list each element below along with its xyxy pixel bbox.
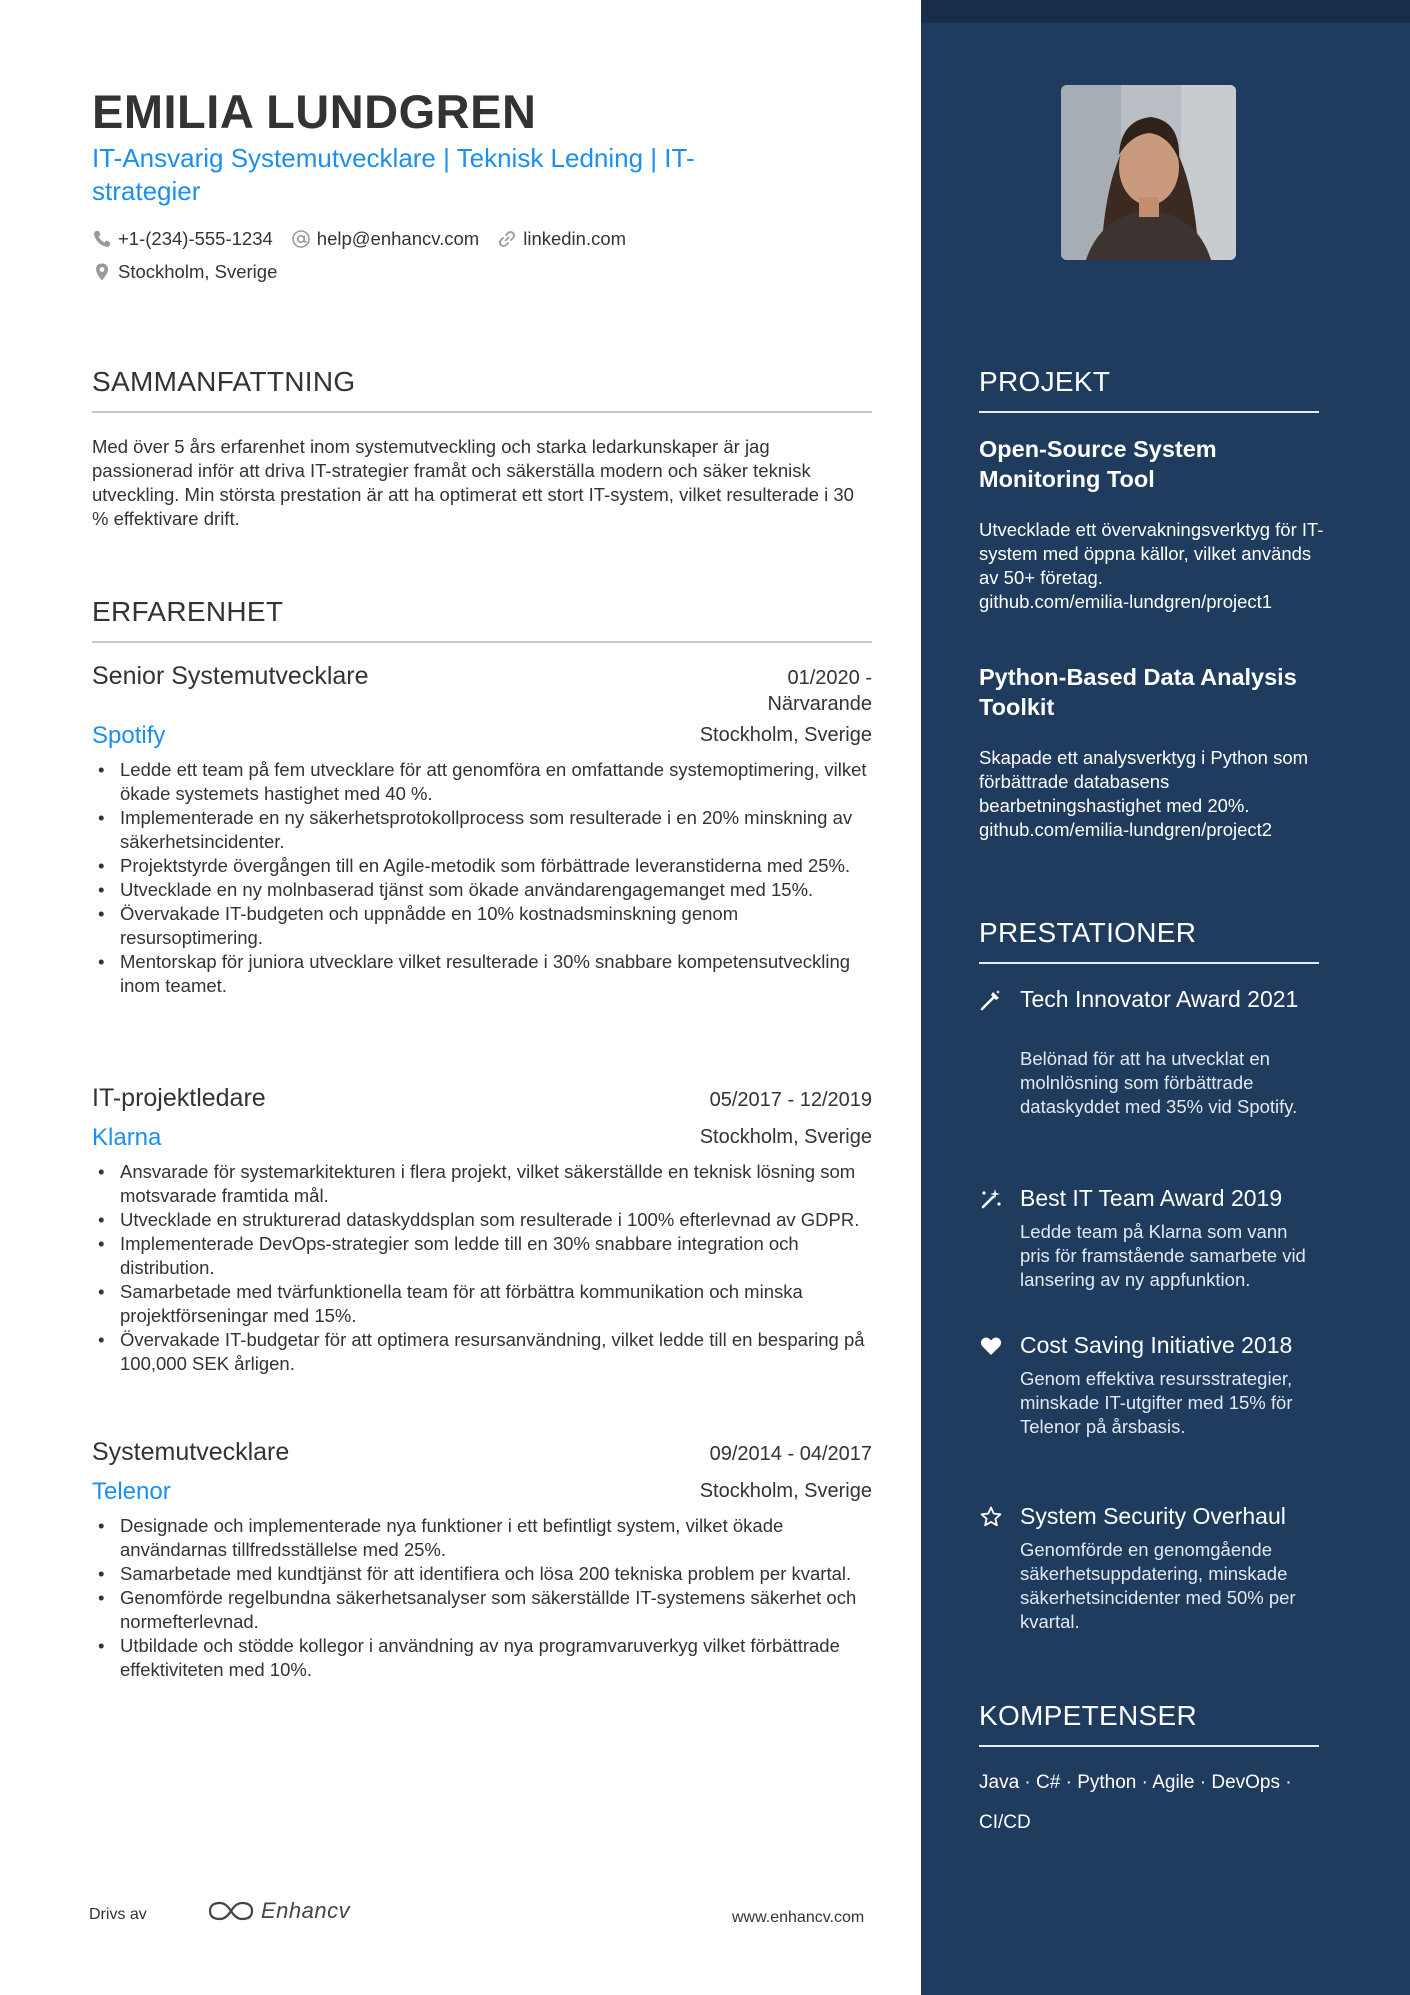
sidebar-topbar <box>921 0 1410 23</box>
skills-list: Java · C# · Python · Agile · DevOps · CI/CD <box>979 1772 1292 1833</box>
achievement-desc: Belönad för att ha utvecklat en molnlösning som förbättrade dataskyddet med 35% vid Spotify. <box>1020 1048 1298 1117</box>
summary-text: Med över 5 års erfarenhet inom systemutveckling och starka ledarkunskaper är jag passionerad inför att driva IT-strategier framåt och säkerställa modern och säker teknisk utveckling. Min största prestation är att ha optimerat ett stort IT-system, vilket resulterade i 30 % effektivare drift. <box>92 436 854 529</box>
job-bullet: • Samarbetade med tvärfunktionella team för att förbättra kommunikation och minska projektförseningar med 15%. <box>92 1280 872 1328</box>
achievement-desc: Genomförde en genomgående säkerhetsuppdatering, minskade säkerhetsincidenter med 50% per kvartal. <box>1020 1539 1296 1632</box>
linkedin-text: linkedin.com <box>523 228 627 249</box>
email-text: help@enhancv.com <box>316 228 480 249</box>
project-desc <box>979 518 1324 614</box>
job-company[interactable]: Klarna <box>92 1124 162 1151</box>
skills-divider <box>979 1745 1319 1747</box>
job-bullets <box>92 1160 872 1376</box>
job-bullet: • Utbildade och stödde kollegor i användning av nya programvaruverkyg vilket förbättrade effektiviteten med 10%. <box>92 1634 872 1682</box>
contact-email[interactable] <box>291 228 479 250</box>
skill-item: Java <box>979 1772 1020 1793</box>
profile-photo <box>1061 85 1236 260</box>
achievement-title: Cost Saving Initiative 2018 <box>1020 1332 1293 1358</box>
heart-icon <box>979 1334 1003 1358</box>
experience-divider <box>92 641 872 643</box>
contact-phone[interactable] <box>92 228 273 250</box>
magic-wand-icon <box>979 988 1003 1012</box>
job-bullet: • Övervakade IT-budgetar för att optimera resursanvändning, vilket ledde till en besparing på 100,000 SEK årligen. <box>92 1328 872 1376</box>
job-bullet: • Designade och implementerade nya funktioner i ett befintligt system, vilket ökade användarnas tillfredsställelse med 25%. <box>92 1514 872 1562</box>
job-location: Stockholm, Sverige <box>699 1126 872 1148</box>
experience-heading: ERFARENHET <box>92 596 284 627</box>
job-bullet: • Utvecklade en ny molnbaserad tjänst som ökade användarengagemanget med 15%. <box>92 878 872 902</box>
summary-divider <box>92 411 872 413</box>
at-sign-icon <box>291 229 311 249</box>
summary-heading: SAMMANFATTNING <box>92 366 356 397</box>
project-desc-text: Utvecklade ett övervakningsverktyg för IT-system med öppna källor, vilket används av 50+ företag. <box>979 519 1324 588</box>
job-bullet: • Utvecklade en strukturerad dataskyddsplan som resulterade i 100% efterlevnad av GDPR. <box>92 1208 872 1232</box>
enhancv-logo[interactable] <box>207 1898 350 1924</box>
job-bullets <box>92 758 872 998</box>
job-title: Systemutvecklare <box>92 1438 290 1466</box>
job-bullet: • Ledde ett team på fem utvecklare för att genomföra en omfattande systemoptimering, vilket ökade systemets hastighet med 40 %. <box>92 758 872 806</box>
project-title: Python-Based Data Analysis Toolkit <box>979 664 1297 720</box>
projects-divider <box>979 411 1319 413</box>
job-bullet: • Implementerade DevOps-strategier som ledde till en 30% snabbare integration och distribution. <box>92 1232 872 1280</box>
project-desc <box>979 746 1324 842</box>
contact-location <box>92 261 277 283</box>
location-pin-icon <box>92 262 112 282</box>
project-link[interactable]: github.com/emilia-lundgren/project2 <box>979 819 1273 840</box>
achievements-heading: PRESTATIONER <box>979 917 1197 948</box>
candidate-name: EMILIA LUNDGREN <box>92 85 537 138</box>
location-text: Stockholm, Sverige <box>118 261 278 282</box>
contact-row-1 <box>92 228 644 250</box>
achievement-desc: Ledde team på Klarna som vann pris för framstående samarbete vid lansering av ny appfunktion. <box>1020 1221 1306 1290</box>
job-bullet: • Övervakade IT-budgeten och uppnådde en 10% kostnadsminskning genom resursoptimering. <box>92 902 872 950</box>
achievement-title: Best IT Team Award 2019 <box>1020 1185 1283 1211</box>
project-link[interactable]: github.com/emilia-lundgren/project1 <box>979 591 1273 612</box>
job-bullet: • Implementerade en ny säkerhetsprotokollprocess som resulterade i en 20% minskning av säkerhetsincidenter. <box>92 806 872 854</box>
infinity-logo-icon <box>207 1898 255 1924</box>
project-desc-text: Skapade ett analysverktyg i Python som förbättrade databasens bearbetningshastighet med 20%. <box>979 747 1309 816</box>
job-dates: 05/2017 - 12/2019 <box>709 1089 872 1111</box>
candidate-subtitle: IT-Ansvarig Systemutvecklare | Teknisk Ledning | IT-strategier <box>92 143 695 206</box>
skill-item: C# <box>1036 1772 1061 1793</box>
job-bullet: • Samarbetade med kundtjänst för att identifiera och lösa 200 tekniska problem per kvartal. <box>92 1562 872 1586</box>
achievements-divider <box>979 962 1319 964</box>
footer-url[interactable]: www.enhancv.com <box>732 1909 865 1926</box>
job-bullet: • Mentorskap för juniora utvecklare vilket resulterade i 30% snabbare kompetensutveckling inom teamet. <box>92 950 872 998</box>
footer-powered-by: Drivs av <box>89 1906 147 1923</box>
link-icon <box>497 229 517 249</box>
job-dates-line2: Närvarande <box>767 693 872 715</box>
job-title: IT-projektledare <box>92 1084 266 1112</box>
sparkle-wand-icon <box>979 1187 1003 1211</box>
job-company[interactable]: Telenor <box>92 1478 171 1505</box>
job-title: Senior Systemutvecklare <box>92 662 369 690</box>
job-bullet: • Ansvarade för systemarkitekturen i flera projekt, vilket säkerställde en teknisk lösning som motsvarade framtida mål. <box>92 1160 872 1208</box>
projects-heading: PROJEKT <box>979 366 1111 397</box>
achievement-title: Tech Innovator Award 2021 <box>1020 986 1299 1012</box>
achievement-desc: Genom effektiva resursstrategier, minskade IT-utgifter med 15% för Telenor på årsbasis. <box>1020 1368 1293 1437</box>
job-company[interactable]: Spotify <box>92 722 166 749</box>
job-location: Stockholm, Sverige <box>699 1480 872 1502</box>
skill-item: Agile <box>1152 1772 1195 1793</box>
job-dates: 09/2014 - 04/2017 <box>709 1443 872 1465</box>
achievement-title: System Security Overhaul <box>1020 1503 1286 1529</box>
phone-text: +1-(234)-555-1234 <box>118 228 273 249</box>
star-icon <box>979 1505 1003 1529</box>
phone-icon <box>92 229 112 249</box>
skill-item: CI/CD <box>979 1812 1031 1833</box>
job-dates <box>767 665 872 717</box>
skill-item: Python <box>1077 1772 1137 1793</box>
skills-heading: KOMPETENSER <box>979 1700 1198 1731</box>
contact-row-2 <box>92 261 295 283</box>
contact-linkedin[interactable] <box>497 228 626 250</box>
project-title: Open-Source System Monitoring Tool <box>979 436 1217 492</box>
job-bullets <box>92 1514 872 1682</box>
footer-brand: Enhancv <box>261 1898 351 1923</box>
job-dates-line1: 01/2020 - <box>787 667 872 689</box>
job-bullet: • Projektstyrde övergången till en Agile-metodik som förbättrade leveranstiderna med 25%. <box>92 854 872 878</box>
skill-item: DevOps <box>1211 1772 1280 1793</box>
job-location: Stockholm, Sverige <box>699 724 872 746</box>
job-bullet: • Genomförde regelbundna säkerhetsanalyser som säkerställde IT-systemens säkerhet och normefterlevnad. <box>92 1586 872 1634</box>
